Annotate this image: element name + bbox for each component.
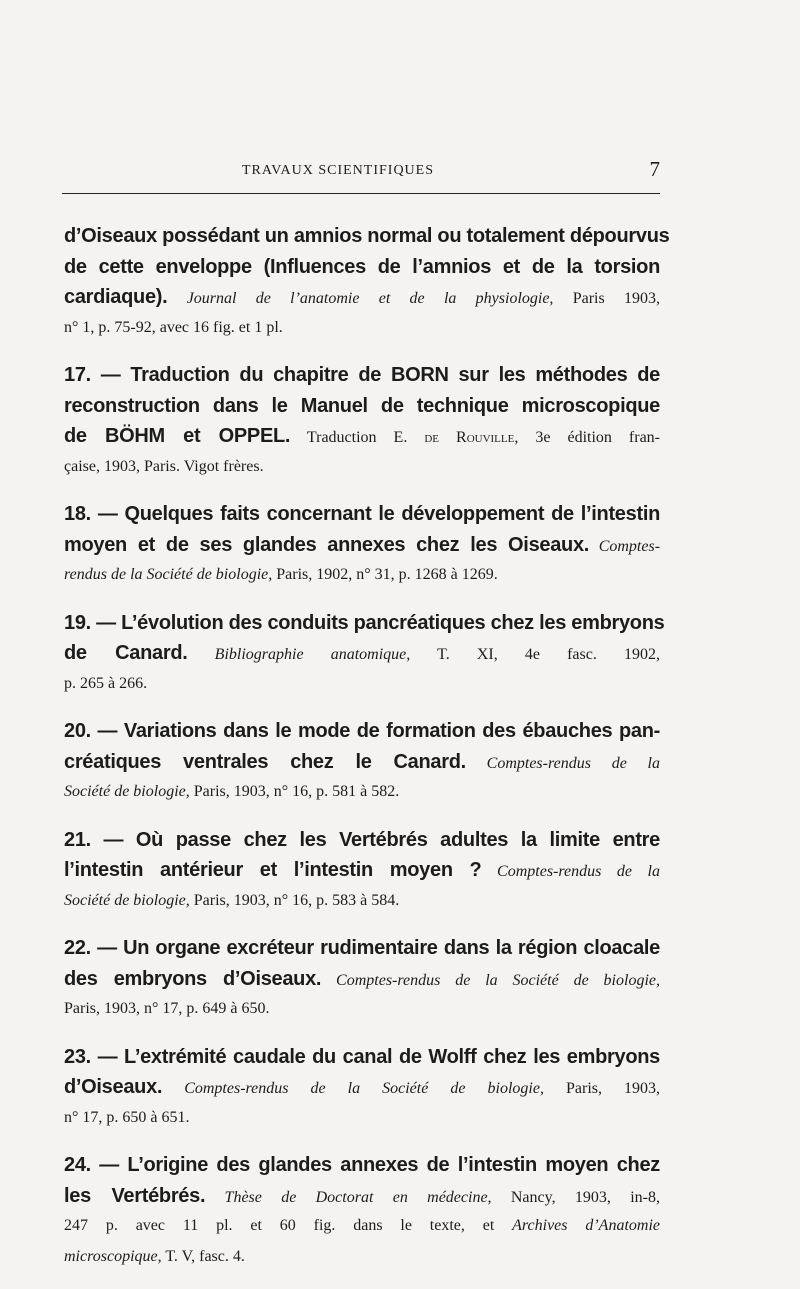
entry-title-text: des embryons d’Oiseaux. — [64, 967, 322, 990]
citation-text: T. XI, 4e fasc. 1902, — [410, 646, 661, 663]
journal-text: microscopique, — [64, 1247, 162, 1265]
journal-text: rendus de la Société de biologie, — [64, 566, 273, 583]
text-line — [64, 252, 660, 283]
journal-text: Bibliographie anatomique, — [214, 646, 411, 663]
text-line — [64, 933, 660, 964]
text-line — [64, 282, 660, 313]
entry-title-text: 20. — Variations dans le mode de formation des ébauches pan- — [64, 720, 660, 742]
bibliography-entry — [64, 608, 665, 700]
entry-title-text: 19. — L’évolution des conduits pancréatiques chez les embryons — [64, 611, 665, 634]
citation-text: Paris, 1903, n° 16, p. 581 à 582. — [189, 783, 400, 800]
citation-text: p. 265 à 266. — [64, 674, 148, 692]
bibliography-entry — [64, 499, 660, 591]
text-line — [64, 994, 660, 1025]
entry-title-text: cardiaque). — [64, 286, 168, 308]
entry-title-text: 24. — L’origine des glandes annexes de l’intestin moyen chez — [64, 1154, 660, 1176]
text-line — [64, 1181, 660, 1212]
text-line — [64, 452, 660, 483]
entry-title-text: 23. — L’extrémité caudale du canal de Wolff chez les embryons — [64, 1045, 660, 1068]
citation-text: , 3e édition fran- — [514, 429, 660, 446]
bibliography-entry — [64, 716, 660, 808]
journal-text: Comptes- — [598, 537, 661, 555]
journal-text: Société de biologie, — [64, 891, 190, 909]
citation-text: Paris, 1903, n° 17, p. 649 à 650. — [64, 1000, 270, 1017]
citation-text: çaise, 1903, Paris. Vigot frères. — [64, 457, 264, 475]
entry-title-text: créatiques ventrales chez le Canard. — [64, 750, 466, 773]
text-line — [64, 1103, 660, 1134]
citation-text — [162, 1080, 184, 1097]
entry-title-text: 17. — Traduction du chapitre de BORN sur les méthodes de — [64, 364, 660, 386]
citation-text — [589, 538, 599, 555]
text-line — [64, 360, 660, 391]
journal-text: Journal de l’anatomie et de la physiologie, — [186, 290, 554, 307]
text-line — [64, 638, 660, 669]
text-line — [64, 1042, 660, 1073]
entry-title-text: 22. — Un organe excréteur rudimentaire dans la région cloacale — [64, 937, 660, 959]
text-line — [64, 1150, 660, 1181]
citation-text — [167, 290, 186, 307]
text-line — [64, 391, 660, 422]
citation-text: Paris, 1903, n° 16, p. 583 à 584. — [189, 891, 400, 909]
text-line — [64, 747, 660, 778]
citation-text: T. V, fasc. 4. — [161, 1247, 245, 1265]
journal-text: Thèse de Doctorat en médecine, — [224, 1188, 492, 1206]
entry-title-text: de cette enveloppe (Influences de l’amnios et de la torsion — [64, 255, 660, 278]
bibliography-entry — [64, 1042, 660, 1134]
header-rule — [62, 193, 660, 194]
text-line — [64, 530, 660, 561]
text-line — [64, 313, 660, 344]
citation-text: 247 p. avec 11 pl. et 60 fig. dans le texte, et — [64, 1217, 513, 1234]
text-line — [64, 1242, 660, 1273]
journal-text: Comptes-rendus de la — [486, 754, 660, 772]
citation-text: n° 1, p. 75-92, avec 16 fig. et 1 pl. — [64, 318, 283, 336]
text-line — [64, 855, 660, 886]
journal-text: Comptes-rendus de la Société de biologie, — [184, 1080, 544, 1097]
bibliography-entry — [64, 360, 660, 482]
entry-title-text: de Canard. — [64, 642, 188, 664]
text-line — [64, 608, 665, 639]
entry-title-text: les Vertébrés. — [64, 1184, 206, 1207]
text-line — [64, 777, 660, 808]
citation-text: Paris, 1903, — [543, 1080, 661, 1097]
text-line — [64, 669, 660, 700]
running-head-title: TRAVAUX SCIENTIFIQUES — [242, 163, 435, 178]
journal-text: Société de biologie, — [64, 783, 190, 800]
bibliography-entry — [64, 221, 670, 343]
bibliography-entry — [64, 1150, 660, 1272]
entry-title-text: d’Oiseaux possédant un amnios normal ou totalement dépourvus — [64, 225, 670, 247]
text-line — [64, 499, 660, 530]
entry-title-text: moyen et de ses glandes annexes chez les Oiseaux. — [64, 533, 590, 556]
journal-text: Comptes-rendus de la — [497, 863, 660, 880]
journal-text: Comptes-rendus de la Société de biologie, — [336, 971, 660, 989]
text-line — [64, 964, 660, 995]
text-line — [64, 221, 670, 252]
entry-title-text: 18. — Quelques faits concernant le développement de l’intestin — [64, 503, 660, 525]
text-line — [64, 886, 660, 917]
entry-title-text: d’Oiseaux. — [64, 1076, 163, 1098]
text-line — [64, 560, 660, 591]
citation-text: Traduction E. — [290, 429, 425, 446]
text-line — [64, 825, 660, 856]
text-line — [64, 421, 660, 452]
citation-text — [481, 863, 497, 880]
journal-text: Archives d’Anatomie — [512, 1217, 660, 1234]
citation-text: Paris 1903, — [553, 290, 660, 307]
bibliography-entry — [64, 933, 660, 1025]
bibliography-list — [64, 221, 670, 1289]
citation-text: Paris, 1902, n° 31, p. 1268 à 1269. — [272, 566, 498, 583]
entry-title-text: 21. — Où passe chez les Vertébrés adultes la limite entre — [64, 828, 660, 851]
entry-title-text: de BÖHM et OPPEL. — [64, 425, 291, 447]
bibliography-entry — [64, 825, 660, 917]
entry-title-text: l’intestin antérieur et l’intestin moyen ? — [64, 859, 482, 881]
citation-text — [205, 1189, 224, 1206]
text-line — [64, 716, 660, 747]
citation-text: Nancy, 1903, in-8, — [491, 1188, 661, 1206]
citation-text: n° 17, p. 650 à 651. — [64, 1108, 190, 1126]
text-line — [64, 1211, 660, 1242]
citation-text — [466, 755, 487, 772]
page-number: 7 — [649, 157, 660, 181]
entry-title-text: reconstruction dans le Manuel de technique microscopique — [64, 394, 660, 417]
citation-text — [321, 972, 336, 989]
citation-text: de Rouville — [424, 429, 515, 446]
citation-text — [188, 646, 215, 663]
text-line — [64, 1072, 660, 1103]
